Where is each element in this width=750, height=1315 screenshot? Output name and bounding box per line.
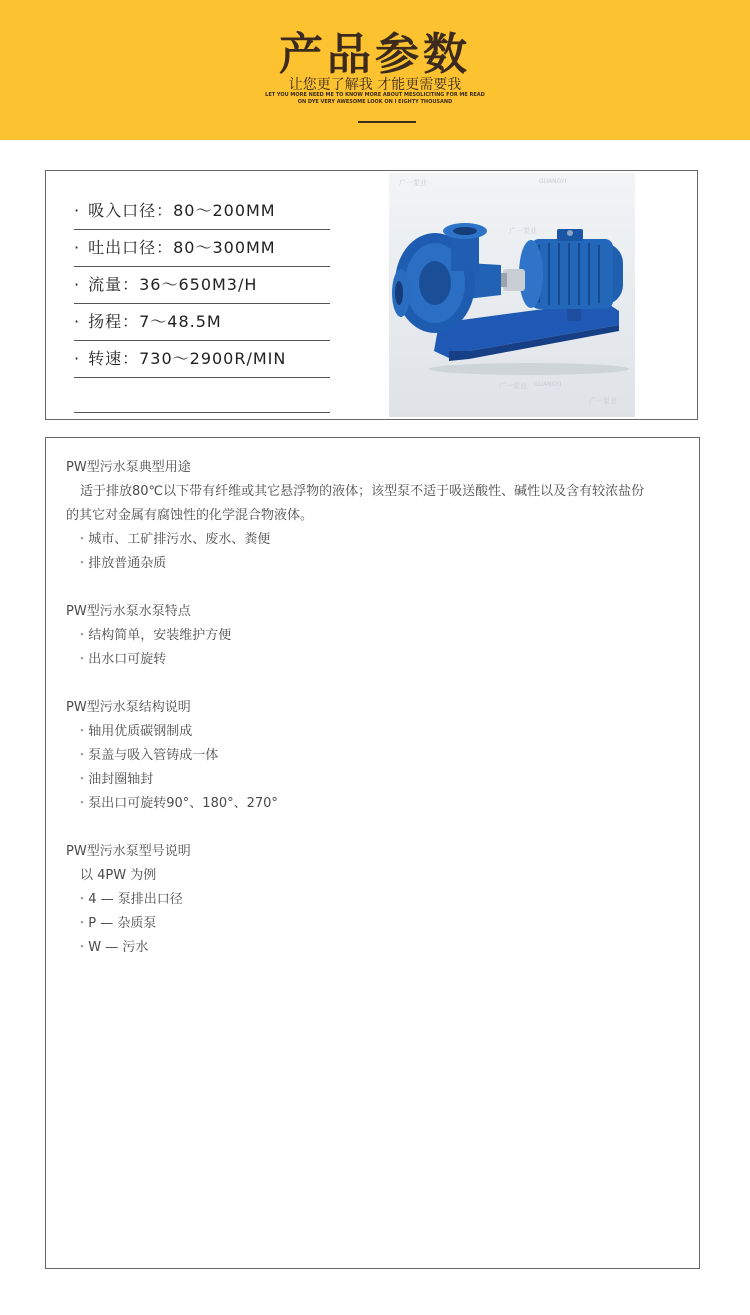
usage-paragraph-line2: 的其它对金属有腐蚀性的化学混合物液体。 [66, 508, 314, 523]
spec-row-speed: · 转速：730～2900R/MIN [74, 341, 330, 378]
spec-row-inlet: · 吸入口径：80～200MM [74, 193, 330, 230]
spec-row-head: · 扬程：7～48.5M [74, 304, 330, 341]
model-item: · W — 污水 [80, 940, 149, 955]
usage-paragraph-line1: 适于排放80℃以下带有纤维或其它悬浮物的液体；该型泵不适于吸送酸性、碱性以及含有较浓盐份 [80, 484, 645, 499]
structure-item: · 油封圈轴封 [80, 772, 154, 787]
page-title: 产品参数 [279, 29, 471, 80]
model-item: · 4 — 泵排出口径 [80, 892, 183, 907]
usage-item: · 排放普通杂质 [80, 556, 167, 571]
spec-row-outlet: · 吐出口径：80～300MM [74, 230, 330, 267]
title-underline [358, 121, 416, 123]
model-heading: PW型污水泵型号说明 [66, 844, 191, 859]
svg-text:广一泵业: 广一泵业 [509, 227, 537, 235]
spec-panel [45, 170, 698, 420]
spec-row-flow: · 流量：36～650M3/H [74, 267, 330, 304]
features-item: · 出水口可旋转 [80, 652, 167, 667]
page-subtitle: 让您更了解我 才能更需要我 [288, 77, 462, 93]
structure-heading: PW型污水泵结构说明 [66, 700, 191, 715]
model-item: · P — 杂质泵 [80, 916, 157, 931]
structure-item: · 泵盖与吸入管铸成一体 [80, 748, 219, 763]
svg-text:GUANGYI: GUANGYI [539, 178, 567, 185]
usage-item: · 城市、工矿排污水、废水、粪便 [80, 532, 271, 547]
header-banner [0, 0, 750, 140]
spec-row-empty [74, 412, 330, 413]
svg-text:广一泵业: 广一泵业 [399, 179, 427, 187]
usage-heading: PW型污水泵典型用途 [66, 460, 191, 475]
features-item: · 结构简单，安装维护方便 [80, 628, 232, 643]
pump-illustration [389, 173, 635, 417]
structure-item: · 轴用优质碳钢制成 [80, 724, 193, 739]
features-heading: PW型污水泵水泵特点 [66, 604, 191, 619]
svg-text:GUANGYI: GUANGYI [534, 381, 562, 388]
svg-text:广一泵业: 广一泵业 [589, 397, 617, 405]
structure-item: · 泵出口可旋转90°、180°、270° [80, 796, 278, 811]
page-english-tagline: LET YOU MORE NEED ME TO KNOW MORE ABOUT MESOLICITING FOR ME READ ON DYE VERY AWESOME LOOK ON I EIGHTY THOUSAND [265, 92, 485, 105]
pump-product-image [389, 173, 635, 417]
description-panel [45, 437, 700, 1269]
model-example: 以 4PW 为例 [80, 868, 157, 883]
svg-text:广一泵业: 广一泵业 [499, 382, 527, 390]
